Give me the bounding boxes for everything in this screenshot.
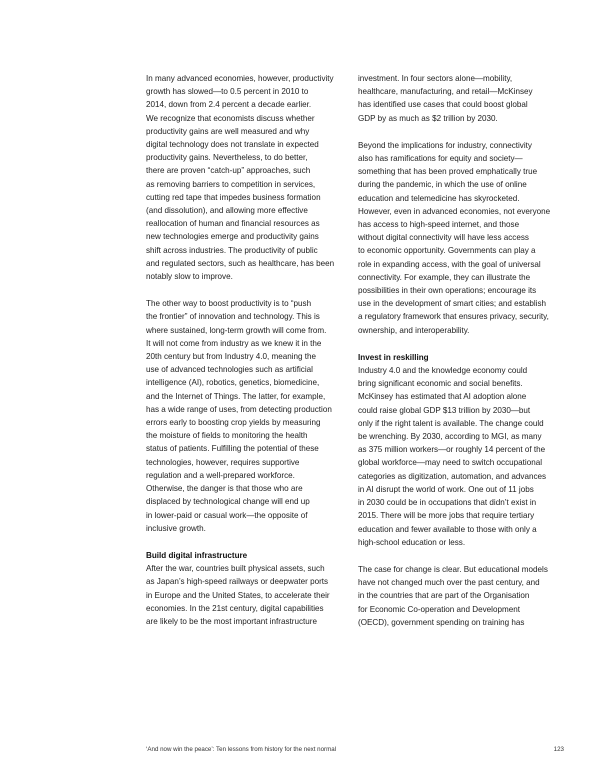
body-paragraph: investment. In four sectors alone—mobility, healthcare, manufacturing, and retail—McKinsey has identified use cases that could boost global GDP by as much as $2 trillion by 2030.	[358, 74, 533, 123]
body-paragraph: The other way to boost productivity is to “push the frontier” of innovation and technology. This is where sustained, long-term growth will come from. It will not come from industry as we knew it in the 20th century but from Industry 4.0, meaning the use of advanced technologies such as artificial intelligence (AI), robotics, genetics, biomedicine, and the Internet of Things. The latter, for example, has a wide range of uses, from detecting production errors early to boosting crop yields by measuring the moisture of fields to monitoring the health status of patients. Fulfilling the potential of these technologies, however, requires supportive regulation and a well-prepared workforce. Otherwise, the danger is that those who are displaced by technological change will end up in lower-paid or casual work—the opposite of inclusive growth.	[146, 299, 332, 533]
body-paragraph: Beyond the implications for industry, connectivity also has ramifications for equity and society— something that has been proved emphatically true during the pandemic, in which the use of online education and telemedicine has skyrocketed. However, even in advanced economies, not everyone has access to high-speed internet, and those without digital connectivity will have less access to economic opportunity. Governments can play a role in expanding access, with the goal of universal connectivity. For example, they can illustrate the possibilities in their own operations; encourage its use in the development of smart cities; and establish a regulatory framework that ensures privacy, security, ownership, and interoperability.	[358, 140, 551, 335]
body-paragraph: After the war, countries built physical assets, such as Japan’s high-speed railways or deepwater ports in Europe and the United States, to accelerate their economies. In the 21st century, digital capabilities are likely to be the most important infrastructure	[146, 564, 330, 626]
body-paragraph: The case for change is clear. But educational models have not changed much over the past century, and in the countries that are part of the Organisation for Economic Co-operation and Development (OECD), government spending on training has	[358, 564, 548, 627]
footer-title: ‘And now win the peace’: Ten lessons from history for the next normal	[146, 746, 337, 753]
body-paragraph: Industry 4.0 and the knowledge economy could bring significant economic and social benefits. McKinsey has estimated that AI adoption alone could raise global GDP $13 trillion by 2030—but only if the right talent is available. The change could be wrenching. By 2030, according to MGI, as many as 375 million workers—or roughly 14 percent of the global workforce—may need to switch occupational categories as digitization, automation, and advances in AI disrupt the world of work. One out of 11 jobs in 2030 could be in occupations that didn’t exist in 2015. There will be more jobs that require tertiary education and fewer available to those with only a high-school education or less.	[358, 366, 547, 547]
body-paragraph: In many advanced economies, however, productivity growth has slowed—to 0.5 percent in 2010 to 2014, down from 2.4 percent a decade earlier. We recognize that economists discuss whether productivity gains are well measured and why digital technology does not translate in expected productivity gains. Nevertheless, to do better, there are proven “catch-up” approaches, such as removing barriers to competition in services, cutting red tape that impedes business formation (and dissolution), and allowing more effective reallocation of human and financial resources as new technologies emerge and productivity gains shift across industries. The productivity of public and regulated sectors, such as healthcare, has been notably slow to improve.	[146, 74, 335, 282]
section-heading: Build digital infrastructure	[146, 550, 248, 560]
page-number: 123	[553, 746, 564, 753]
right-column	[358, 72, 564, 643]
section-heading: Invest in reskilling	[358, 352, 429, 362]
left-column	[146, 72, 350, 642]
